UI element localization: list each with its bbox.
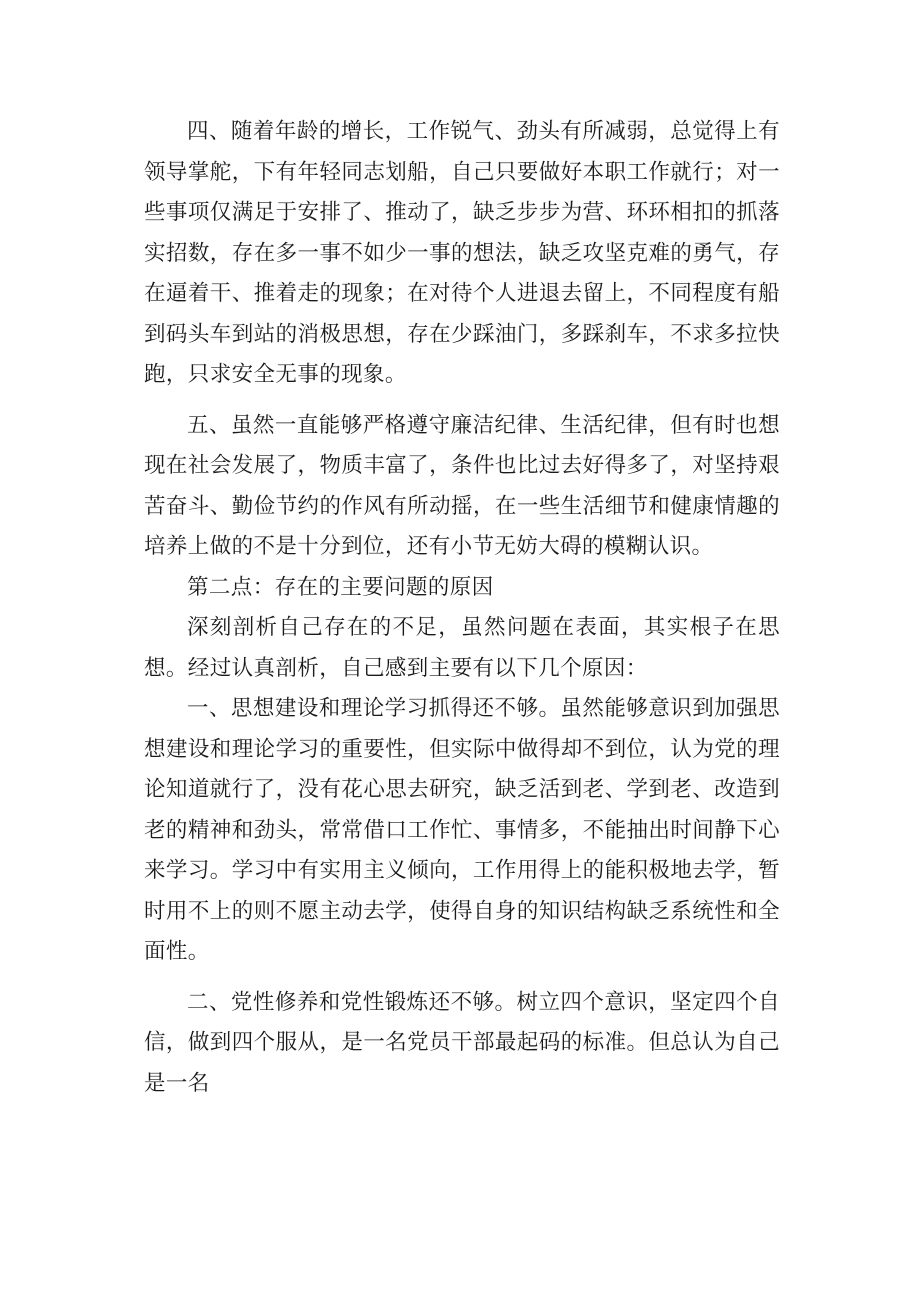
paragraph-five: 五、虽然一直能够严格遵守廉洁纪律、生活纪律，但有时也想现在社会发展了，物质丰富了，条件也比过去好得多了，对坚持艰苦奋斗、勤俭节约的作风有所动摇，在一些生活细节和健康情趣的培养上做的不是十分到位，还有小节无妨大碍的模糊认识。: [144, 412, 780, 559]
document-body: [144, 112, 780, 1104]
paragraph-spacer: [144, 973, 780, 983]
paragraph-analysis-intro: 深刻剖析自己存在的不足，虽然问题在表面，其实根子在思想。经过认真剖析，自己感到主要有以下几个原因：: [144, 615, 780, 681]
section-heading: 第二点：存在的主要问题的原因: [187, 574, 494, 600]
paragraph-reason-one: 一、思想建设和理论学习抓得还不够。虽然能够意识到加强思想建设和理论学习的重要性，但实际中做得却不到位，认为党的理论知道就行了，没有花心思去研究，缺乏活到老、学到老、改造到老的精神和劲头，常常借口工作忙、事情多，不能抽出时间静下心来学习。学习中有实用主义倾向，工作用得上的能积极地去学，暂时用不上的则不愿主动去学，使得自身的知识结构缺乏系统性和全面性。: [144, 696, 780, 964]
paragraph-spacer: [144, 396, 780, 406]
paragraph-reason-two: 二、党性修养和党性锻炼还不够。树立四个意识，坚定四个自信，做到四个服从，是一名党员干部最起码的标准。但总认为自己是一名: [144, 989, 780, 1096]
paragraph-four: 四、随着年龄的增长，工作锐气、劲头有所减弱，总觉得上有领导掌舵，下有年轻同志划船，自己只要做好本职工作就行；对一些事项仅满足于安排了、推动了，缺乏步步为营、环环相扣的抓落实招数，存在多一事不如少一事的想法，缺乏攻坚克难的勇气，存在逼着干、推着走的现象；在对待个人进退去留上，不同程度有船到码头车到站的消极思想，存在少踩油门，多踩刹车，不求多拉快跑，只求安全无事的现象。: [144, 119, 780, 387]
